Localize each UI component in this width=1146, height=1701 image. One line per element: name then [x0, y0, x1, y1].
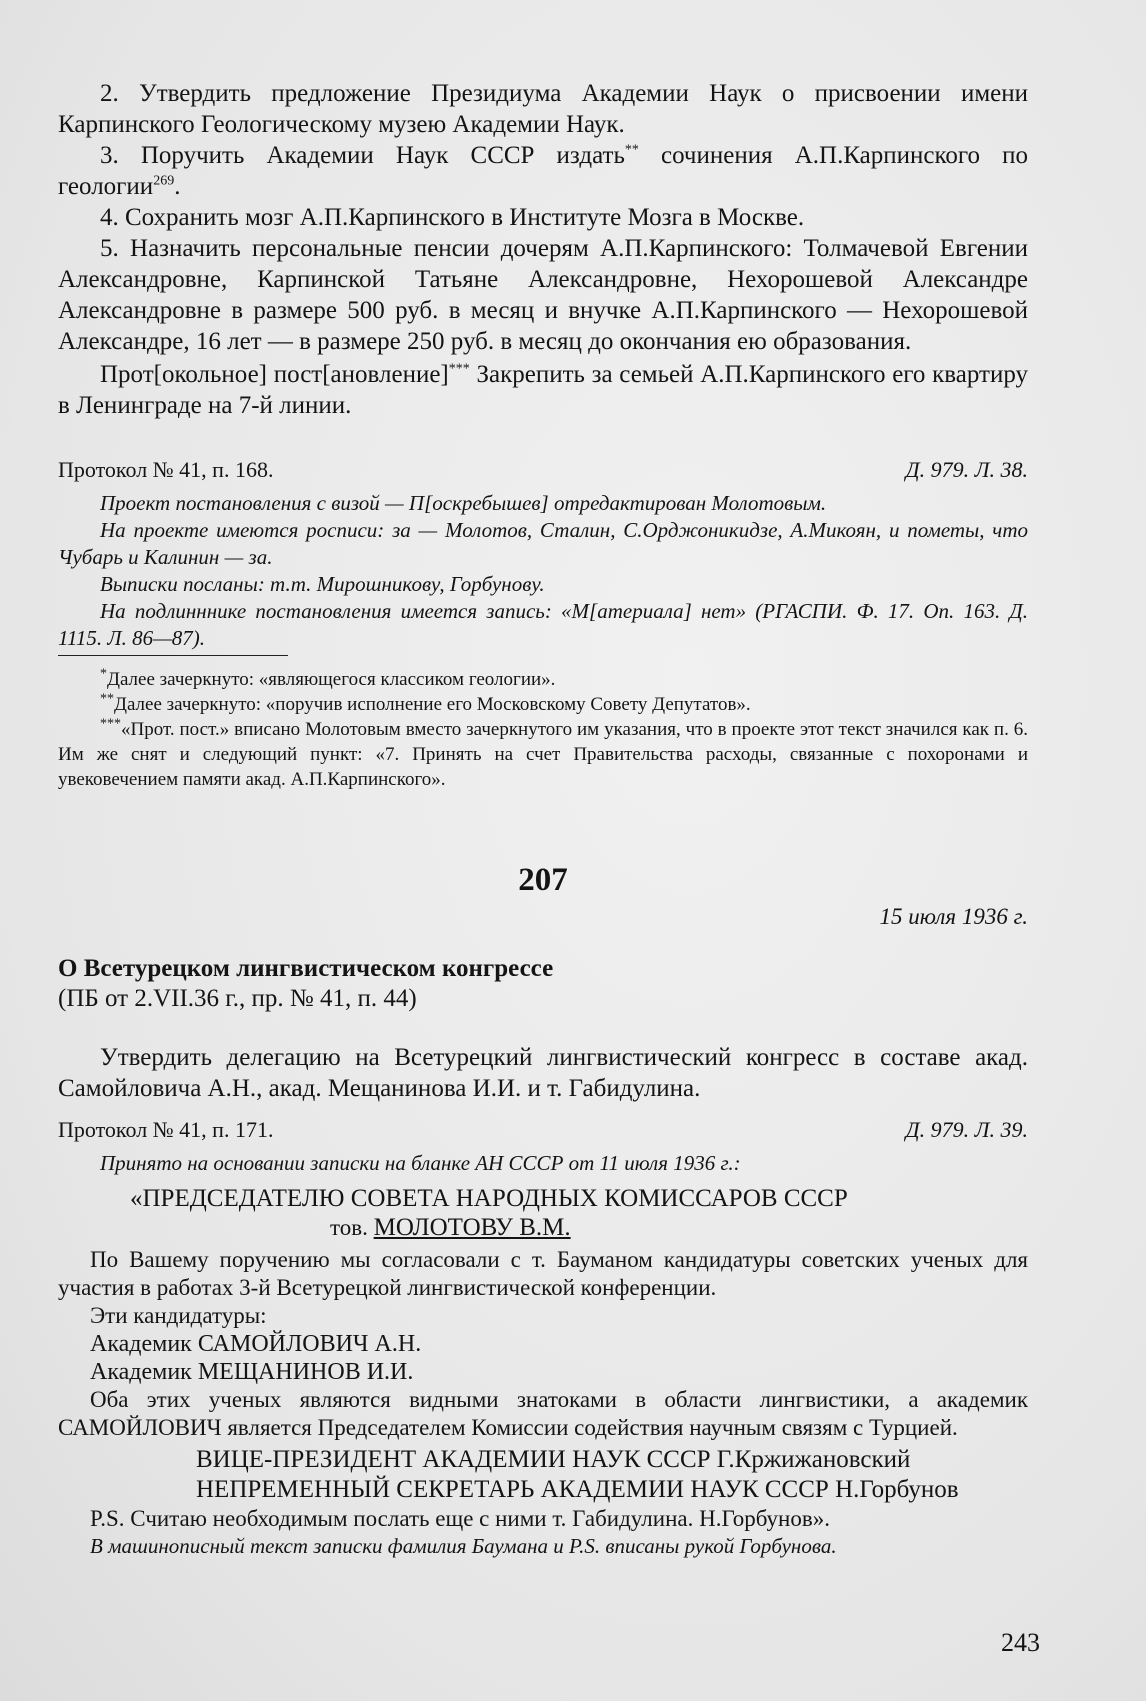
point-3-text-a: 3. Поручить Академии Наук СССР издать [100, 142, 625, 169]
basis-note-wrap [58, 1150, 1028, 1177]
letter-postscript: P.S. Считаю необходимым послать еще с ними т. Габидулина. Н.Горбунов». [90, 1506, 830, 1531]
letter-candidate-1: Академик САМОЙЛОВИЧ А.Н. [90, 1331, 422, 1357]
basis-note: Принято на основании записки на бланке АН СССР от 11 июля 1936 г.: [100, 1151, 741, 1175]
footnote-mark-3: *** [448, 361, 470, 377]
footnote-separator [58, 655, 288, 656]
footnote-text: «Прот. пост.» вписано Молотовым вместо зачеркнутого им указания, что в проекте этот текст значился как п. 6. Им же снят и следующий пункт: «7. Принять на счет Правительства расходы, связанные с похоронами и увековечением памяти акад. А.П.Карпинского». [58, 719, 1028, 790]
page-number: 243 [1001, 1628, 1040, 1657]
document-date: 15 июля 1936 г. [879, 904, 1028, 929]
point-3-text-b: сочинения А.П.Карпинского по геологии [58, 142, 1028, 200]
paragraph-point-3 [58, 140, 1028, 202]
document-date-wrap [58, 904, 1028, 930]
archive-ref: Д. 979. Л. 38. [905, 457, 1028, 482]
point-3-text-c: . [174, 173, 181, 200]
archival-notes-1 [58, 490, 1028, 652]
letter-addressee-line-1: «ПРЕДСЕДАТЕЛЮ СОВЕТА НАРОДНЫХ КОМИССАРОВ СССР [130, 1185, 848, 1212]
final-note: В машинописный текст записки фамилия Баумана и P.S. вписаны рукой Горбунова. [90, 1534, 837, 1558]
letter-signature-1: ВИЦЕ-ПРЕЗИДЕНТ АКАДЕМИИ НАУК СССР Г.Кржижановский [196, 1446, 911, 1473]
document-heading [58, 954, 1028, 1014]
document-number-wrap [58, 862, 1028, 899]
reference-line-2 [58, 1116, 1028, 1144]
prot-text-a: Прот[окольное] пост[ановление] [100, 361, 449, 388]
paragraph-point-5: 5. Назначить персональные пенсии дочерям А.П.Карпинского: Толмачевой Евгении Александровне, Карпинской Татьяне Александровне, Нехорошевой Александре Александровне в размере 500 руб. в месяц и внучке А.П.Карпинского — Нехорошевой Александре, 16 лет — в размере 250 руб. в месяц до окончания ею образования. [58, 235, 1028, 355]
letter-addressee-line-2 [58, 1214, 1028, 1242]
protocol-ref: Протокол № 41, п. 171. [58, 1117, 274, 1142]
archival-note: На подлинннике постановления имеется запись: «М[атериала] нет» (РГАСПИ. Ф. 17. Оп. 163. Д. 1115. Л. 86—87). [58, 599, 1028, 650]
addressee-prefix: тов. [330, 1215, 374, 1240]
paragraph-protocol-resolution [58, 359, 1028, 421]
footnote-1 [58, 667, 1028, 692]
reference-line-1 [58, 456, 1028, 484]
document-subtitle: (ПБ от 2.VII.36 г., пр. № 41, п. 44) [58, 985, 417, 1012]
prot-text-b: Закрепить за семьей А.П.Карпинского его квартиру в Ленинграде на 7-й линии. [58, 361, 1028, 419]
archive-ref: Д. 979. Л. 39. [905, 1117, 1028, 1142]
footnote-3 [58, 717, 1028, 792]
footnote-separator-wrap [58, 655, 1028, 656]
footnote-text: Далее зачеркнуто: «поручив исполнение его Московскому Совету Депутатов». [114, 694, 751, 715]
footnote-2 [58, 692, 1028, 717]
letter-candidate-2: Академик МЕЩАНИНОВ И.И. [90, 1359, 414, 1385]
addressee-name: МОЛОТОВУ В.М. [373, 1214, 571, 1241]
footnote-mark: * [100, 666, 107, 682]
archival-note: На проекте имеются росписи: за — Молотов, Сталин, С.Орджоникидзе, А.Микоян, и пометы, что Чубарь и Калинин — за. [58, 518, 1028, 569]
paragraph-point-4: 4. Сохранить мозг А.П.Карпинского в Институте Мозга в Москве. [100, 204, 805, 231]
resolution-points [58, 78, 1028, 421]
protocol-ref: Протокол № 41, п. 168. [58, 457, 274, 482]
letter-body-2: Оба этих ученых являются видными знатоками в области лингвистики, а академик САМОЙЛОВИЧ является Председателем Комиссии содействия научным связям с Турцией. [58, 1387, 1028, 1440]
footnotes [58, 667, 1028, 792]
footnote-mark-2: ** [624, 142, 639, 158]
document-title: О Всетурецком лингвистическом конгрессе [58, 955, 554, 982]
document-number: 207 [518, 862, 568, 898]
letter-body-1: По Вашему поручению мы согласовали с т. Бауманом кандидатуры советских ученых для участия в работах 3-й Всетурецкой лингвистической конференции. [58, 1247, 1028, 1300]
footnote-text: Далее зачеркнуто: «являющегося классиком геологии». [107, 669, 556, 690]
archival-note: Выписки посланы: т.т. Мирошникову, Горбунову. [100, 572, 545, 596]
letter-candidates-intro: Эти кандидатуры: [90, 1303, 267, 1328]
note-ref-269: 269 [153, 173, 175, 189]
document-decision-wrap [58, 1042, 1028, 1104]
document-decision: Утвердить делегацию на Всетурецкий лингвистический конгресс в составе акад. Самойловича А.Н., акад. Мещанинова И.И. и т. Габидулина. [58, 1044, 1028, 1102]
archival-note: Проект постановления с визой — П[оскребышев] отредактирован Молотовым. [100, 491, 827, 515]
paragraph-point-2: 2. Утвердить предложение Президиума Академии Наук о присвоении имени Карпинского Геологическому музею Академии Наук. [58, 80, 1028, 138]
letter-signature-2: НЕПРЕМЕННЫЙ СЕКРЕТАРЬ АКАДЕМИИ НАУК СССР Н.Горбунов [196, 1476, 959, 1503]
footnote-mark: *** [100, 716, 121, 732]
footnote-mark: ** [100, 691, 114, 707]
letter [58, 1184, 1028, 1560]
